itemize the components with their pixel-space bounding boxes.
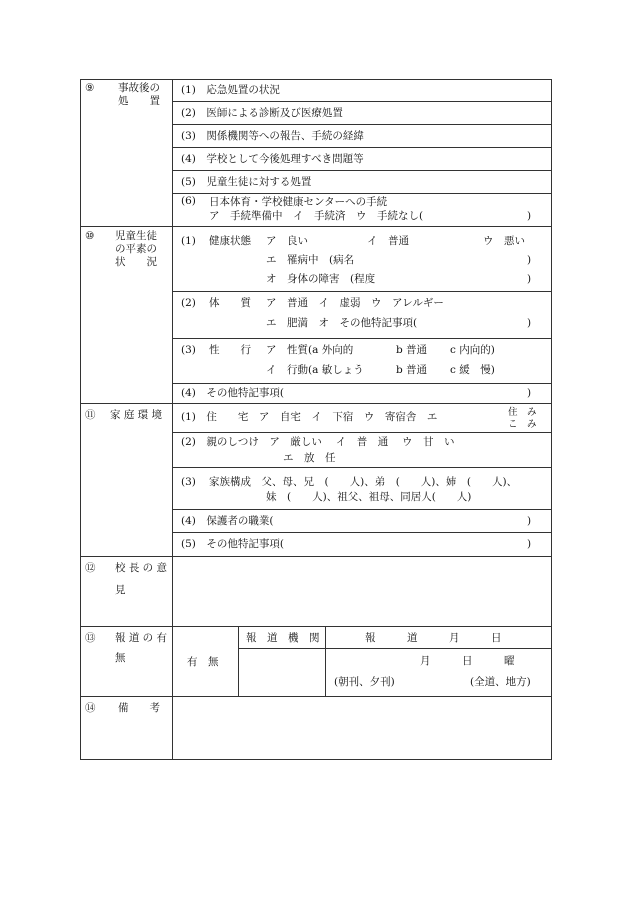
character-nature-b: b 普通 <box>396 344 428 356</box>
section-divider <box>80 226 552 227</box>
section-number: ⑫ <box>85 562 96 574</box>
row-divider <box>172 147 552 148</box>
section-label: 状 況 <box>115 256 157 268</box>
row-divider <box>172 193 552 194</box>
closing-paren: ) <box>527 387 532 399</box>
row-divider <box>172 532 552 533</box>
constitution-label: 体 質 <box>209 297 251 309</box>
character-label: 性 行 <box>209 344 251 356</box>
section-number: ⑪ <box>85 409 96 421</box>
item-other-notes: (5) その他特記事項( <box>181 538 284 550</box>
item-housing: (1) 住 宅 ア 自宅 イ 下宿 ウ 寄宿舎 エ <box>181 411 438 423</box>
item-center-procedure: 日本体育・学校健康センターへの手続 <box>209 196 388 208</box>
closing-paren: ) <box>527 210 532 222</box>
item-number: (3) <box>181 476 196 488</box>
constitution-options-2: エ 肥満 オ その他特記事項( <box>266 317 418 329</box>
housing-live-in: こ み <box>508 419 537 430</box>
character-nature-c: c 内向的) <box>450 344 495 356</box>
coverage-region: (全道、地方) <box>470 676 531 688</box>
character-behavior: イ 行動(a 敏しょう <box>266 364 364 376</box>
row-divider <box>172 124 552 125</box>
closing-paren: ) <box>527 538 532 550</box>
section-label: 児童生徒 <box>115 230 157 242</box>
health-option-normal: イ 普通 <box>367 235 409 247</box>
section-label: 報 道 の 有 <box>115 632 168 644</box>
family-composition: 家族構成 父、母、兄 ( 人)、弟 ( 人)、姉 ( 人)、 <box>209 476 518 488</box>
report-date: 月 日 曜 <box>420 655 515 667</box>
item-student-measures: (5) 児童生徒に対する処置 <box>181 176 312 188</box>
section-number: ⑩ <box>85 230 95 242</box>
section-divider <box>80 556 552 557</box>
row-divider <box>172 291 552 292</box>
section-label: 見 <box>115 584 126 596</box>
health-option-ill: エ 罹病中 (病名 <box>266 254 355 266</box>
coverage-yes-no: 有 無 <box>187 656 219 668</box>
section-divider <box>80 696 552 697</box>
section-divider <box>80 626 552 627</box>
edition-type: (朝刊、夕刊) <box>334 676 395 688</box>
item-number: (6) <box>181 195 196 207</box>
report-date-header: 報 道 月 日 <box>365 632 502 644</box>
housing-live-in: 住 み <box>508 407 537 418</box>
closing-paren: ) <box>527 515 532 527</box>
grid-line <box>238 648 552 649</box>
family-composition-2: 妹 ( 人)、祖父、祖母、同居人( 人) <box>266 491 472 503</box>
section-label: の平素の <box>115 243 157 255</box>
row-divider <box>172 338 552 339</box>
character-behavior-c: c 緩 慢) <box>450 364 495 376</box>
procedure-options: ア 手続準備中 イ 手続済 ウ 手続なし( <box>209 210 424 222</box>
grid-line <box>238 626 239 696</box>
character-nature: ア 性質(a 外向的 <box>266 344 354 356</box>
section-divider <box>80 403 552 404</box>
section-label: 家 庭 環 境 <box>110 409 163 421</box>
item-number: (3) <box>181 344 196 356</box>
section-label: 事故後の <box>118 82 160 94</box>
item-first-aid: (1) 応急処置の状況 <box>181 84 280 96</box>
closing-paren: ) <box>527 254 532 266</box>
discipline-option: エ 放 任 <box>283 452 336 464</box>
grid-line <box>325 626 326 696</box>
section-label: 校 長 の 意 <box>115 562 168 574</box>
item-number: (1) <box>181 235 196 247</box>
item-other-notes: (4) その他特記事項( <box>181 387 284 399</box>
health-option-bad: ウ 悪い <box>483 235 525 247</box>
character-behavior-b: b 普通 <box>396 364 428 376</box>
row-divider <box>172 170 552 171</box>
health-option-disability: オ 身体の障害 (程度 <box>266 273 376 285</box>
item-guardian-job: (4) 保護者の職業( <box>181 515 274 527</box>
section-number: ⑭ <box>85 702 96 714</box>
media-organization-header: 報 道 機 関 <box>246 632 320 644</box>
item-diagnosis: (2) 医師による診断及び医療処置 <box>181 107 343 119</box>
item-school-issues: (4) 学校として今後処理すべき問題等 <box>181 153 364 165</box>
section-label: 処 置 <box>118 95 160 107</box>
section-number: ⑨ <box>85 82 95 94</box>
section-label: 備 考 <box>118 702 160 714</box>
row-divider <box>172 509 552 510</box>
label-column-divider <box>172 79 173 760</box>
closing-paren: ) <box>527 317 532 329</box>
item-report-progress: (3) 関係機関等への報告、手続の経緯 <box>181 130 364 142</box>
section-label: 無 <box>115 652 126 664</box>
closing-paren: ) <box>527 273 532 285</box>
health-option-good: ア 良い <box>266 235 308 247</box>
item-discipline: (2) 親のしつけ ア 厳しい イ 普 通 ウ 甘 い <box>181 436 455 448</box>
item-number: (2) <box>181 297 196 309</box>
row-divider <box>172 467 552 468</box>
row-divider <box>172 432 552 433</box>
row-divider <box>172 383 552 384</box>
section-number: ⑬ <box>85 632 96 644</box>
row-divider <box>172 101 552 102</box>
constitution-options: ア 普通 イ 虚弱 ウ アレルギー <box>266 297 444 309</box>
health-label: 健康状態 <box>209 235 251 247</box>
